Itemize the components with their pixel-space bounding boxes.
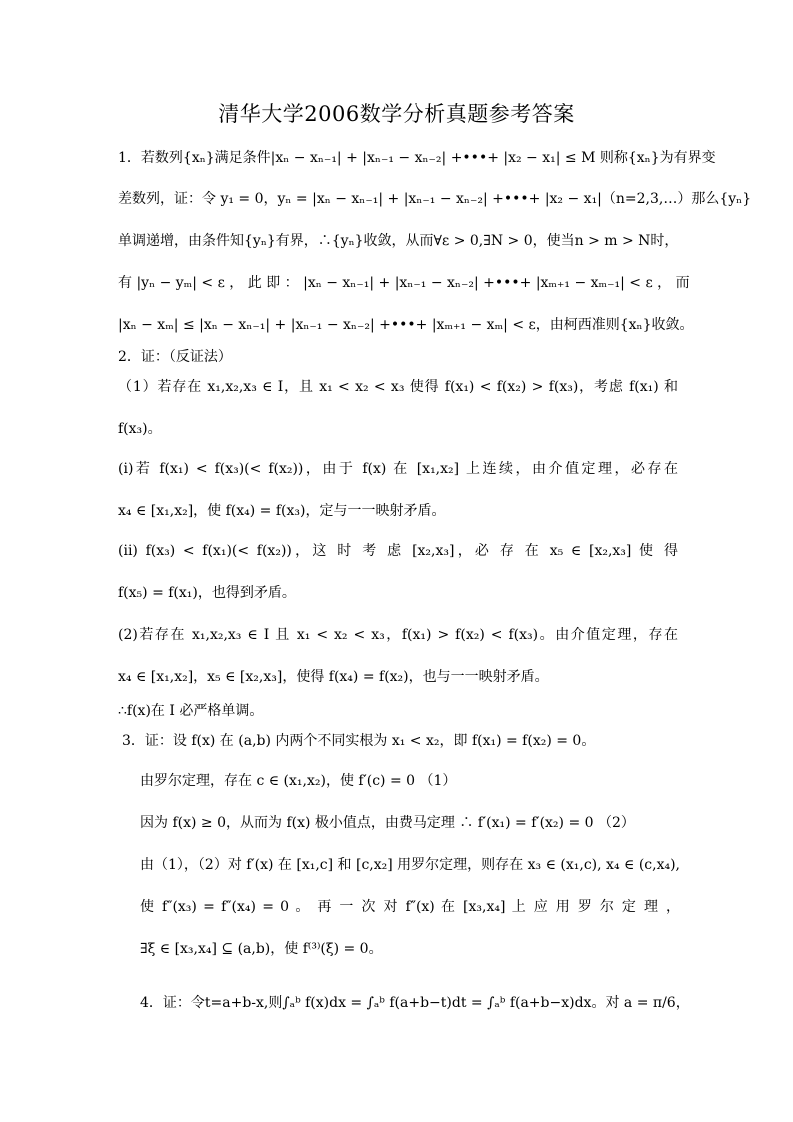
proof-3-line-1: 3．证：设 f(x) 在 (a,b) 内两个不同实根为 x₁ < x₂，即 f(x₁) = f(x₂) = 0。 — [122, 733, 596, 749]
proof-1-line-2: 差数列，证：令 y₁ = 0，yₙ = |xₙ − xₙ₋₁| + |xₙ₋₁ − xₙ₋₂| +•••+ |x₂ − x₁|（n=2,3,…）那么{yₙ} — [118, 191, 752, 207]
proof-2-conclusion: ∴f(x)在 I 必严格单调。 — [118, 703, 264, 719]
proof-3-line-2: 由罗尔定理，存在 c ∈ (x₁,x₂)，使 f′(c) = 0 （1） — [140, 773, 457, 789]
proof-3-line-6: ∃ξ ∈ [x₃,x₄] ⊆ (a,b)，使 f⁽³⁾(ξ) = 0。 — [140, 941, 383, 957]
proof-2-case-i-line-1: (i)若 f(x₁) < f(x₃)(< f(x₂))，由于 f(x) 在 [x₁,x₂] 上连续，由介值定理，必存在 — [118, 461, 678, 477]
proof-2-case-ii-line-1: (ii) f(x₃) < f(x₁)(< f(x₂))，这 时 考 虑 [x₂,x₃]，必 存 在 x₅ ∈ [x₂,x₃] 使 得 — [118, 543, 678, 559]
proof-2-part-2-line-2: x₄ ∈ [x₁,x₂]，x₅ ∈ [x₂,x₃]，使得 f(x₄) = f(x₂)，也与一一映射矛盾。 — [118, 669, 549, 685]
proof-2-heading: 2．证：（反证法） — [118, 349, 232, 365]
proof-2-line-1: （1）若存在 x₁,x₂,x₃ ∈ I，且 x₁ < x₂ < x₃ 使得 f(x₁) < f(x₂) > f(x₃)，考虑 f(x₁) 和 — [118, 379, 678, 395]
proof-3-line-4: 由（1），（2）对 f′(x) 在 [x₁,c] 和 [c,x₂] 用罗尔定理，则存在 x₃ ∈ (x₁,c), x₄ ∈ (c,x₄), — [140, 857, 680, 873]
proof-3-line-5: 使 f″(x₃) = f″(x₄) = 0 。 再 一 次 对 f″(x) 在 [x₃,x₄] 上 应 用 罗 尔 定 理 ， — [140, 899, 680, 915]
page-title: 清华大学2006数学分析真题参考答案 — [218, 102, 575, 126]
proof-1-line-3: 单调递增，由条件知{yₙ}有界，∴{yₙ}收敛，从而∀ε > 0,∃N > 0，使当n > m > N时， — [118, 233, 679, 249]
proof-2-case-i-line-2: x₄ ∈ [x₁,x₂]，使 f(x₄) = f(x₃)，定与一一映射矛盾。 — [118, 503, 446, 519]
proof-2-case-ii-line-2: f(x₅) = f(x₁)，也得到矛盾。 — [118, 585, 296, 601]
proof-1-line-5: |xₙ − xₘ| ≤ |xₙ − xₙ₋₁| + |xₙ₋₁ − xₙ₋₂| +•••+ |xₘ₊₁ − xₘ| < ε，由柯西准则{xₙ}收敛。 — [118, 317, 694, 333]
proof-2-part-2-line-1: (2)若存在 x₁,x₂,x₃ ∈ I 且 x₁ < x₂ < x₃，f(x₁) > f(x₂) < f(x₃)。由介值定理，存在 — [118, 627, 678, 643]
proof-1-line-4: 有 |yₙ − yₘ| < ε ， 此 即 ： |xₙ − xₙ₋₁| + |xₙ₋₁ − xₙ₋₂| +•••+ |xₘ₊₁ − xₘ₋₁| < ε ， 而 — [118, 275, 690, 291]
proof-3-line-3: 因为 f(x) ≥ 0，从而为 f(x) 极小值点，由费马定理 ∴ f′(x₁) = f′(x₂) = 0 （2） — [140, 815, 635, 831]
proof-2-line-2: f(x₃)。 — [118, 421, 162, 437]
proof-1-line-1: 1．若数列{xₙ}满足条件|xₙ − xₙ₋₁| + |xₙ₋₁ − xₙ₋₂| +•••+ |x₂ − x₁| ≤ M 则称{xₙ}为有界变 — [118, 150, 716, 166]
proof-4-line-1: 4．证：令t=a+b-x,则∫ₐᵇ f(x)dx = ∫ₐᵇ f(a+b−t)dt = ∫ₐᵇ f(a+b−x)dx。对 a = π/6， — [140, 995, 690, 1011]
